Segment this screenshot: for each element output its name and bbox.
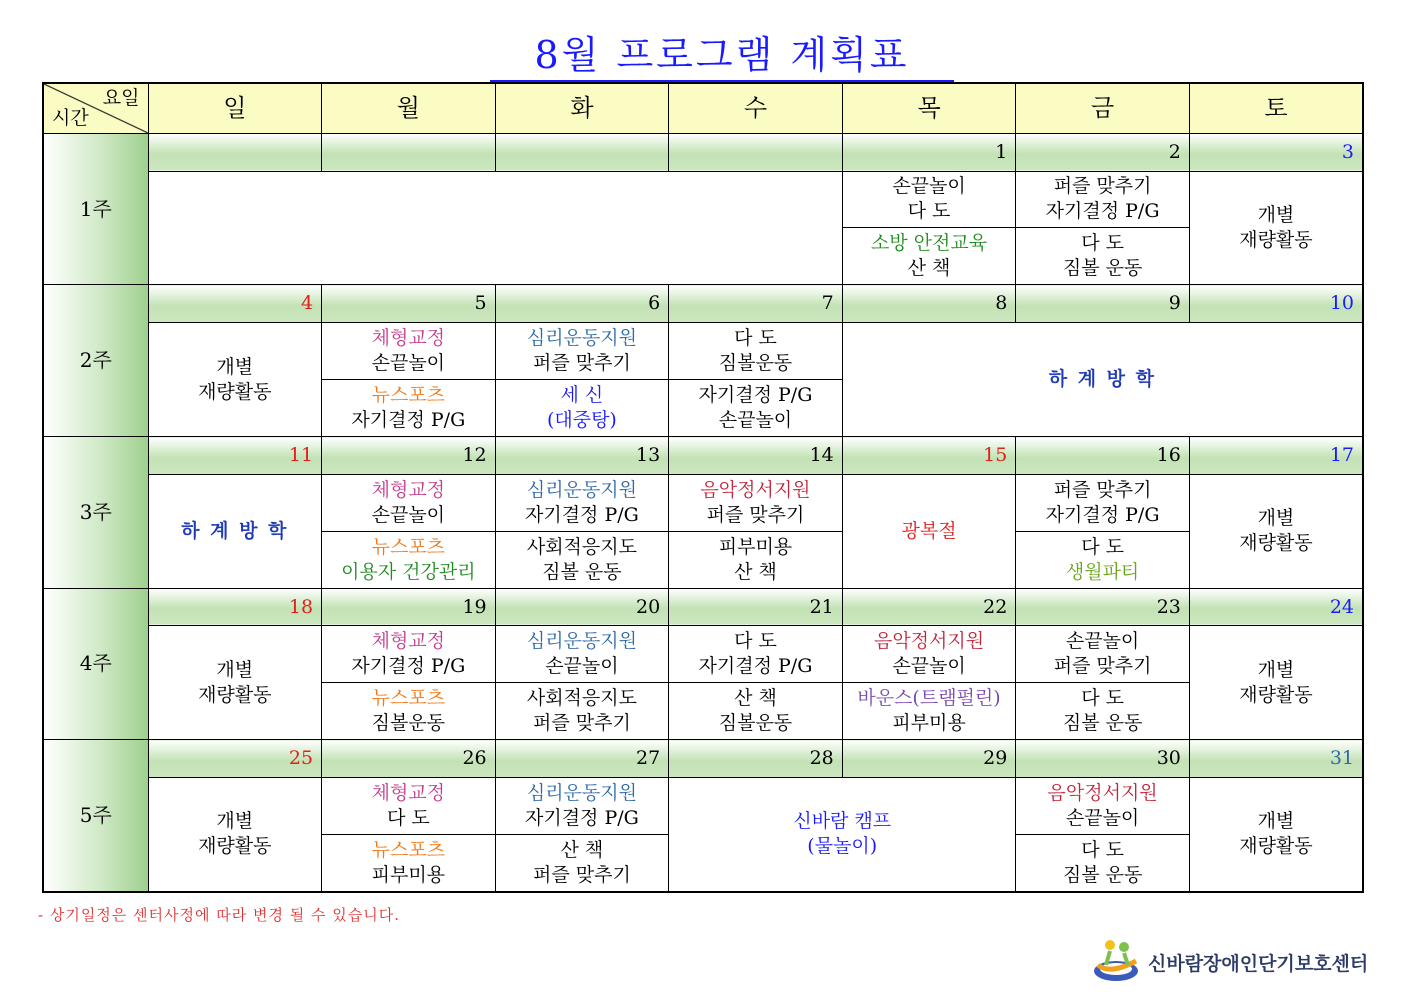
program-cell xyxy=(1016,626,1190,683)
program: 자기결정 P/G xyxy=(524,503,639,526)
program: 소방 안전교육 xyxy=(870,232,988,255)
date-cell: 19 xyxy=(322,588,496,626)
program: 피부미용 xyxy=(892,712,966,735)
program: 산 책 xyxy=(734,687,777,710)
program: 손끝놀이 xyxy=(1065,806,1140,829)
program: 세 신 xyxy=(560,384,604,407)
date-cell: 9 xyxy=(1016,285,1190,323)
date-cell: 2 xyxy=(1016,133,1190,171)
program: 사회적응지도 xyxy=(526,535,637,558)
date-cell-saturday: 3 xyxy=(1189,133,1363,171)
day-header-tue: 화 xyxy=(495,83,669,133)
program: 산 책 xyxy=(734,560,777,583)
program: 심리운동지원 xyxy=(526,478,637,501)
week5-date-row xyxy=(43,740,1363,778)
program: 퍼즐 맞추기 xyxy=(1053,175,1152,198)
program-cell xyxy=(495,531,669,588)
program-cell xyxy=(495,323,669,380)
program: 재량활동 xyxy=(1239,683,1313,706)
date-cell xyxy=(669,133,843,171)
date-cell: 7 xyxy=(669,285,843,323)
week1-row-a xyxy=(43,171,1363,228)
program: 손끝놀이 xyxy=(371,503,446,526)
program: 개별 xyxy=(216,810,254,833)
program: 재량활동 xyxy=(1239,532,1313,555)
program: 재량활동 xyxy=(198,380,272,403)
program: 자기결정 P/G xyxy=(524,806,639,829)
program: 개별 xyxy=(216,658,254,681)
program: 재량활동 xyxy=(1239,228,1313,251)
program: 짐볼운동 xyxy=(718,352,793,375)
week3-row-a xyxy=(43,474,1363,531)
day-header-fri: 금 xyxy=(1016,83,1190,133)
program-cell xyxy=(669,380,843,437)
program: 자기결정 P/G xyxy=(351,655,466,678)
program: 개별 xyxy=(1257,658,1295,681)
date-cell xyxy=(322,133,496,171)
program: 체형교정 xyxy=(371,327,446,350)
date-cell: 23 xyxy=(1016,588,1190,626)
program: 퍼즐 맞추기 xyxy=(533,863,631,886)
program: 개별 xyxy=(1257,507,1295,530)
program: 손끝놀이 xyxy=(371,352,446,375)
program: 손끝놀이 xyxy=(892,655,966,678)
date-cell-sunday: 4 xyxy=(148,285,322,323)
program: 사회적응지도 xyxy=(526,687,637,710)
program: 다 도 xyxy=(1081,687,1124,710)
program-cell xyxy=(669,531,843,588)
program-cell xyxy=(495,834,669,892)
program: 음악정서지원 xyxy=(873,630,985,653)
date-cell-saturday: 31 xyxy=(1189,740,1363,778)
day-header-sat: 토 xyxy=(1189,83,1363,133)
program-cell xyxy=(322,834,496,892)
program: 손끝놀이 xyxy=(1065,630,1140,653)
free-activity-cell xyxy=(1189,474,1363,588)
program: 뉴스포츠 xyxy=(371,838,446,861)
program-cell xyxy=(1016,683,1190,740)
free-activity-cell xyxy=(148,323,322,437)
program: 다 도 xyxy=(734,630,777,653)
program: 자기결정 P/G xyxy=(351,409,466,432)
program: 퍼즐 맞추기 xyxy=(1053,478,1152,501)
program: 짐볼 운동 xyxy=(1062,257,1143,280)
program: 다 도 xyxy=(734,327,777,350)
date-cell: 28 xyxy=(669,740,843,778)
program-cell xyxy=(322,626,496,683)
camp-cell xyxy=(669,777,1016,892)
program: 짐볼 운동 xyxy=(1062,712,1143,735)
date-cell: 29 xyxy=(842,740,1016,778)
week3-date-row xyxy=(43,437,1363,475)
date-cell: 14 xyxy=(669,437,843,475)
program: 심리운동지원 xyxy=(526,630,637,653)
date-cell-holiday: 15 xyxy=(842,437,1016,475)
program: 자기결정 P/G xyxy=(1045,200,1160,223)
program: 개별 xyxy=(1257,810,1295,833)
program-cell xyxy=(322,683,496,740)
program: 재량활동 xyxy=(198,683,272,706)
program: 바운스(트램펄린) xyxy=(857,687,1001,710)
program: 산 책 xyxy=(560,838,604,861)
corner-time-label: 시간 xyxy=(52,106,89,129)
week-label: 5주 xyxy=(43,740,148,892)
program: 짐볼운동 xyxy=(718,712,793,735)
week2-row-a xyxy=(43,323,1363,380)
program: 재량활동 xyxy=(1239,835,1313,858)
date-cell xyxy=(495,133,669,171)
corner-day-label: 요일 xyxy=(102,87,140,109)
program: 개별 xyxy=(1257,203,1295,226)
week-label: 1주 xyxy=(43,133,148,285)
program: 음악정서지원 xyxy=(700,478,811,501)
free-activity-cell xyxy=(148,777,322,892)
program: 손끝놀이 xyxy=(718,409,793,432)
date-cell xyxy=(148,133,322,171)
program-cell xyxy=(842,171,1016,228)
program-cell xyxy=(322,777,496,834)
week1-date-row xyxy=(43,133,1363,171)
program-cell xyxy=(669,323,843,380)
program: 손끝놀이 xyxy=(545,655,619,678)
day-header-mon: 월 xyxy=(322,83,496,133)
free-activity-cell xyxy=(1189,626,1363,740)
program: 개별 xyxy=(216,355,254,378)
program: 다 도 xyxy=(907,200,951,223)
program: 신바람 캠프 xyxy=(793,810,892,833)
program-cell xyxy=(842,228,1016,285)
program-cell xyxy=(1016,531,1190,588)
program-cell xyxy=(842,683,1016,740)
program-cell xyxy=(669,683,843,740)
program-cell xyxy=(669,474,843,531)
day-header-wed: 수 xyxy=(669,83,843,133)
program-cell xyxy=(842,626,1016,683)
vacation-cell: 하 계 방 학 xyxy=(148,474,322,588)
week2-date-row xyxy=(43,285,1363,323)
program: 체형교정 xyxy=(371,478,446,501)
program-cell xyxy=(322,531,496,588)
program: 다 도 xyxy=(386,806,430,829)
week-label: 4주 xyxy=(43,588,148,740)
program: 다 도 xyxy=(1081,232,1124,255)
date-cell: 5 xyxy=(322,285,496,323)
program: 퍼즐 맞추기 xyxy=(533,352,631,375)
day-header-sun: 일 xyxy=(148,83,322,133)
program: 짐볼 운동 xyxy=(1062,863,1143,886)
program: 다 도 xyxy=(1081,838,1124,861)
program-cell xyxy=(495,474,669,531)
program: 퍼즐 맞추기 xyxy=(706,503,805,526)
date-cell-sunday: 11 xyxy=(148,437,322,475)
week5-row-a xyxy=(43,777,1363,834)
center-logo xyxy=(1090,935,1369,985)
program-cell xyxy=(1016,228,1190,285)
program: 체형교정 xyxy=(371,781,446,804)
date-cell: 26 xyxy=(322,740,496,778)
date-cell: 1 xyxy=(842,133,1016,171)
program: (물놀이) xyxy=(807,835,878,858)
program: 손끝놀이 xyxy=(892,175,966,198)
program: 자기결정 P/G xyxy=(698,384,813,407)
date-cell: 21 xyxy=(669,588,843,626)
program: 이용자 건강관리 xyxy=(341,560,476,583)
date-cell: 27 xyxy=(495,740,669,778)
program: 산 책 xyxy=(907,257,951,280)
program: 심리운동지원 xyxy=(526,327,637,350)
program: 자기결정 P/G xyxy=(698,655,813,678)
program-cell xyxy=(1016,171,1190,228)
program-cell xyxy=(322,380,496,437)
program-cell xyxy=(1016,777,1190,834)
page-title: 8월 프로그램 계획표 xyxy=(490,30,954,82)
date-cell-sunday: 18 xyxy=(148,588,322,626)
program: 짐볼 운동 xyxy=(542,560,622,583)
date-cell-saturday: 24 xyxy=(1189,588,1363,626)
program-cell xyxy=(322,474,496,531)
week-label: 3주 xyxy=(43,437,148,589)
program-cell xyxy=(1016,474,1190,531)
program: 퍼즐 맞추기 xyxy=(533,712,631,735)
date-cell: 20 xyxy=(495,588,669,626)
program-cell xyxy=(1016,834,1190,892)
program: 피부미용 xyxy=(371,863,446,886)
program: 짐볼운동 xyxy=(371,712,446,735)
week-label: 2주 xyxy=(43,285,148,437)
free-activity-cell xyxy=(1189,171,1363,285)
vacation-cell: 하 계 방 학 xyxy=(842,323,1363,437)
footnote: - 상기일정은 센터사정에 따라 변경 될 수 있습니다. xyxy=(38,906,401,924)
week4-date-row xyxy=(43,588,1363,626)
program: 뉴스포츠 xyxy=(371,384,446,407)
empty-cell xyxy=(148,171,842,285)
program: 뉴스포츠 xyxy=(371,535,446,558)
date-cell: 30 xyxy=(1016,740,1190,778)
free-activity-cell xyxy=(148,626,322,740)
corner-cell xyxy=(43,83,148,133)
program: 다 도 xyxy=(1081,535,1124,558)
program-cell xyxy=(495,777,669,834)
week4-row-a xyxy=(43,626,1363,683)
program-cell xyxy=(495,380,669,437)
program-cell xyxy=(322,323,496,380)
program: 뉴스포츠 xyxy=(371,687,446,710)
schedule-table xyxy=(42,82,1364,893)
day-header-thu: 목 xyxy=(842,83,1016,133)
holiday-cell: 광복절 xyxy=(842,474,1016,588)
date-cell-sunday: 25 xyxy=(148,740,322,778)
program: 재량활동 xyxy=(198,835,272,858)
date-cell: 22 xyxy=(842,588,1016,626)
center-logo-icon xyxy=(1090,935,1146,987)
program: (대중탕) xyxy=(546,409,617,432)
program: 자기결정 P/G xyxy=(1045,503,1160,526)
program-cell xyxy=(669,626,843,683)
center-name: 신바람장애인단기보호센터 xyxy=(1148,953,1369,975)
program: 심리운동지원 xyxy=(526,781,637,804)
program: 피부미용 xyxy=(718,535,793,558)
date-cell: 6 xyxy=(495,285,669,323)
program: 생월파티 xyxy=(1065,560,1140,583)
program-cell xyxy=(495,683,669,740)
header-row xyxy=(43,83,1363,133)
date-cell: 16 xyxy=(1016,437,1190,475)
program: 체형교정 xyxy=(371,630,446,653)
date-cell: 8 xyxy=(842,285,1016,323)
date-cell: 13 xyxy=(495,437,669,475)
program: 퍼즐 맞추기 xyxy=(1053,655,1152,678)
date-cell: 12 xyxy=(322,437,496,475)
program: 음악정서지원 xyxy=(1047,781,1158,804)
program-cell xyxy=(495,626,669,683)
date-cell-saturday: 17 xyxy=(1189,437,1363,475)
free-activity-cell xyxy=(1189,777,1363,892)
date-cell-saturday: 10 xyxy=(1189,285,1363,323)
